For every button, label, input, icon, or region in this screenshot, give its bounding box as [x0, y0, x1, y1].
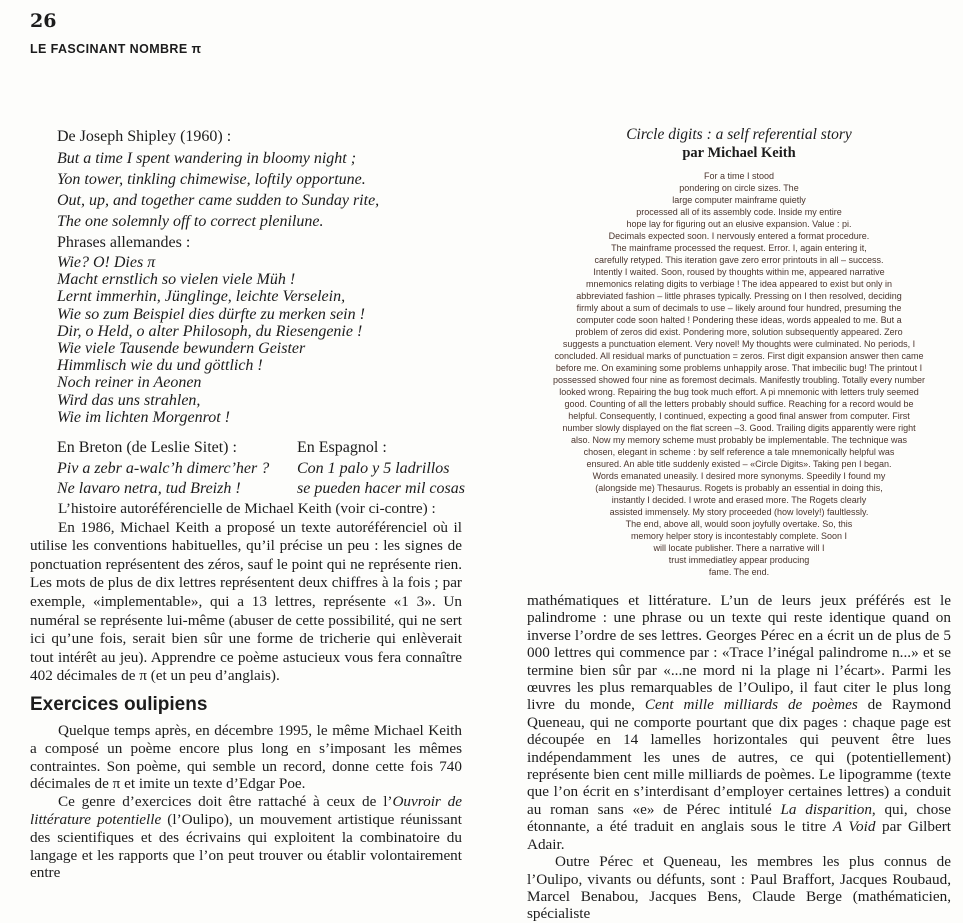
breton-heading: En Breton (de Leslie Sitet) : — [57, 439, 237, 456]
german-poem-block — [57, 232, 467, 426]
story-line: memory helper story is incontestably complete. Soon I — [630, 531, 848, 541]
poem-line: Piv a zebr a-walc’h dimerc’her ? — [57, 460, 270, 477]
text-segment: L’histoire autoréférencielle de Michael Keith (voir ci-contre) : — [58, 500, 436, 517]
text-segment: par Gilbert Adair. — [527, 818, 951, 853]
poem-line: The one solemnly off to correct plenilune. — [57, 213, 324, 230]
keith-intro-paragraph — [30, 500, 462, 519]
poem-line: se pueden hacer mil cosas — [297, 479, 465, 497]
text-segment: Quelque temps après, en décembre 1995, le même Michael Keith a composé un poème encore plus long en s’imposant les mêmes contraintes. Son poème, qui semble un record, donne cette fois 740 décimales de π et imite un texte d’Edgar Poe. — [30, 722, 462, 793]
right-paragraphs — [527, 592, 951, 923]
text-segment: Outre Pérec et Queneau, les membres les plus connus de l’Oulipo, vivants ou défunts, sont : Paul Braffort, Jacques Roubaud, Marcel Benabou, Jacques Bens, Claude Berge (mathématicien, spécialiste — [527, 853, 951, 923]
story-title: Circle digits : a self referential story — [626, 126, 852, 143]
story-line: The end, above all, would soon joyfully overtake. So, this — [625, 519, 853, 529]
story-line: For a time I stood — [703, 171, 775, 181]
story-line: large computer mainframe quietly — [672, 195, 806, 205]
story-line: helpful. Consequently, I continued, expecting a good final answer from computer. First — [568, 411, 910, 421]
text-segment: La disparition — [780, 800, 872, 818]
text-segment: de Raymond Queneau, qui ne comporte pourtant que dix pages : chaque page est découpée en 14 lamelles horizontales qui peuvent être lues indépendamment les unes de autres, ce qui (potentiellement) représente bien cent mille milliards de poèmes. Le lipogramme (texte que l’on écrit en s’interdisant d’employer certaines lettres) a conduit au roman sans «e» de Pérec intitulé — [527, 696, 951, 818]
circle-digits-story — [527, 126, 951, 578]
poem-line: But a time I spent wandering in bloomy night ; — [57, 150, 357, 167]
spanish-poem-block — [297, 437, 517, 498]
poem-line: Ne lavaro netra, tud Breizh ! — [57, 479, 241, 497]
story-line: abbreviated fashion – little phrases typically. Pressing on I then resolved, deciding — [576, 291, 902, 301]
text-segment: , qui, chose étonnante, a été traduit en anglais sous le titre — [527, 800, 951, 836]
german-heading: Phrases allemandes : — [57, 234, 191, 251]
text-segment: A Void — [832, 818, 876, 836]
oulipo-paragraph-1 — [30, 722, 462, 793]
story-line: trust immediatley appear producing — [668, 555, 810, 565]
oulipo-paragraphs — [30, 722, 462, 882]
story-line: pondering on circle sizes. The — [679, 183, 799, 193]
story-byline: par Michael Keith — [682, 145, 796, 161]
poem-line: Out, up, and together came sudden to Sunday rite, — [57, 192, 380, 209]
story-line: fame. The end. — [708, 567, 770, 577]
story-line: The mainframe processed the request. Error. I, again entering it, — [611, 243, 867, 253]
story-line: also. Now my memory scheme must probably be implementable. The technique was — [571, 435, 907, 445]
story-line: good. Counting of all the letters probably should suffice. Reaching for a record would be — [564, 399, 914, 409]
poem-line: Dir, o Held, o alter Philosoph, du Riesengenie ! — [57, 322, 363, 340]
keith-paragraph — [30, 519, 462, 686]
story-line: Decimals expected soon. I nervously entered a format procedure. — [608, 231, 870, 241]
poem-line: Lernt immerhin, Jünglinge, leichte Verselein, — [57, 288, 346, 306]
shipley-heading: De Joseph Shipley (1960) : — [57, 128, 232, 145]
page-number: 26 — [30, 10, 57, 32]
oulipo-paragraph-2 — [30, 793, 462, 882]
story-line: before me. On examining some problems unhappily arose. That imbecilic bug! The printout I — [555, 363, 923, 373]
story-line: will locate publisher. There a narrative will I — [653, 543, 825, 553]
poem-line: Wie im lichten Morgenrot ! — [57, 408, 230, 426]
story-line: computer code soon halted ! Pondering these ideas, words appealed to me. But a — [576, 315, 902, 325]
story-line: assisted immensely. My story proceeded (how lovely!) faultlessly. — [609, 507, 869, 517]
story-line: processed all of its assembly code. Inside my entire — [636, 207, 842, 217]
section-heading: Exercices oulipiens — [30, 694, 208, 715]
poem-line: Wie so zum Beispiel dies dürfte zu merken sein ! — [57, 305, 365, 323]
spanish-poem — [297, 459, 517, 498]
story-line: (alongside me) Thesaurus. Rogets is probably an essential in doing this, — [595, 483, 883, 493]
story-line: hope lay for figuring out an elusive expansion. Value : pi. — [626, 219, 852, 229]
poem-line: Wird das uns strahlen, — [57, 391, 201, 409]
story-line: problem of zeros did exist. Pondering more, solution subsequently appeared. Zero — [575, 327, 903, 337]
text-segment: Ce genre d’exercices doit être rattaché à ceux de l’ — [58, 793, 393, 811]
story-line: Intently I waited. Soon, roused by thoughts within me, appeared narrative — [593, 267, 885, 277]
spanish-heading: En Espagnol : — [297, 439, 387, 456]
shipley-poem — [57, 148, 467, 232]
story-line: suggests a punctuation element. Very novel! My thoughts were culminated. No periods, I — [562, 339, 916, 349]
story-line: Words emanated uneasily. I desired more synonyms. Speedily I found my — [592, 471, 886, 481]
story-line: ensured. An able title suddenly existed – «Circle Digits». Taking pen I began. — [586, 459, 892, 469]
story-line: mnemonics relating digits to verbiage ! The idea appeared to exist but only in — [585, 279, 892, 289]
story-line: possessed showed four nine as foremost decimals. Manifestly troubling. Totally every number — [552, 375, 925, 385]
text-segment: En 1986, Michael Keith a proposé un texte autoréférenciel où il utilise les conventions habituelles, qu’il précise un peu : les signes de ponctuation représentent des zéros, sauf le point qui ne représente rien. Les mots de plus de dix lettres représentent deux chiffres à la fois ; par exemple, «implementable», qui a 13 lettres, représente «1 3». Un numéral se représente lui-même (abuser de cette possibilité, qui ne sert ici qu’une fois, serait bien sûr une forme de tricherie qui enlèverait tout intérêt au jeu). Apprendre ce poème astucieux vous fera connaître 402 décimales de π (et un peu d’anglais). — [30, 518, 462, 685]
story-line: number slowly displayed on the flat screen –3. Good. Trailing digits apparently were right — [562, 423, 916, 433]
story-line: firmly about a sum of decimals to use – likely around four hundred, presuming the — [576, 303, 902, 313]
german-poem — [57, 254, 467, 426]
story-line: chosen, elegant in scheme : by self reference a tale mnemonically helpful was — [583, 447, 895, 457]
story-line: instantly I decided. I wrote and erased more. The Rogets clearly — [611, 495, 867, 505]
poem-line: Yon tower, tinkling chimewise, loftily opportune. — [57, 171, 366, 188]
text-segment: (l’Oulipo), un mouvement artistique réunissant des scientifiques et des écrivains qui exploitent la combinatoire du langage et les rapports que l’on peut trouver ou établir volontairement entre — [30, 810, 462, 882]
text-segment: Ouvroir de littérature potentielle — [30, 793, 462, 828]
shipley-poem-block — [57, 126, 467, 232]
poem-line: Himmlisch wie du und göttlich ! — [57, 357, 263, 375]
story-line: concluded. All residual marks of punctuation = zeros. First digit expansion answer then came — [554, 351, 924, 361]
text-segment: Cent mille milliards de poèmes — [644, 696, 858, 714]
running-title: LE FASCINANT NOMBRE π — [30, 42, 202, 56]
poem-line: Noch reiner in Aeonen — [57, 374, 202, 392]
right-paragraph-2 — [527, 853, 951, 923]
keith-paragraphs — [30, 500, 462, 686]
text-segment: mathématiques et littérature. L’un de leurs jeux préférés est le palindrome : une phrase ou un texte qui reste identique quand on inverse l’ordre de ses lettres. Georges Pérec en a écrit un de plus de 5 000 lettres qui commence par : «Trace l’inégal palindrome n...» et se termine bien sûr par «...ne mord ni la plage ni l’écart». Parmi les œuvres les plus remarquables de l’Oulipo, il faut citer le plus long livre du monde, — [527, 592, 951, 714]
story-line: looked wrong. Repairing the bug took much effort. A pi mnemonic with letters truly seemed — [559, 387, 919, 397]
poem-line: Wie? O! Dies π — [57, 254, 156, 271]
story-text — [527, 170, 951, 578]
story-line: carefully retyped. This iteration gave zero error printouts in all – success. — [594, 255, 884, 265]
right-paragraph-1 — [527, 592, 951, 853]
poem-line: Wie viele Tausende bewundern Geister — [57, 340, 306, 358]
poem-line: Macht ernstlich so vielen viele Müh ! — [57, 271, 296, 289]
poem-line: Con 1 palo y 5 ladrillos — [297, 460, 450, 477]
